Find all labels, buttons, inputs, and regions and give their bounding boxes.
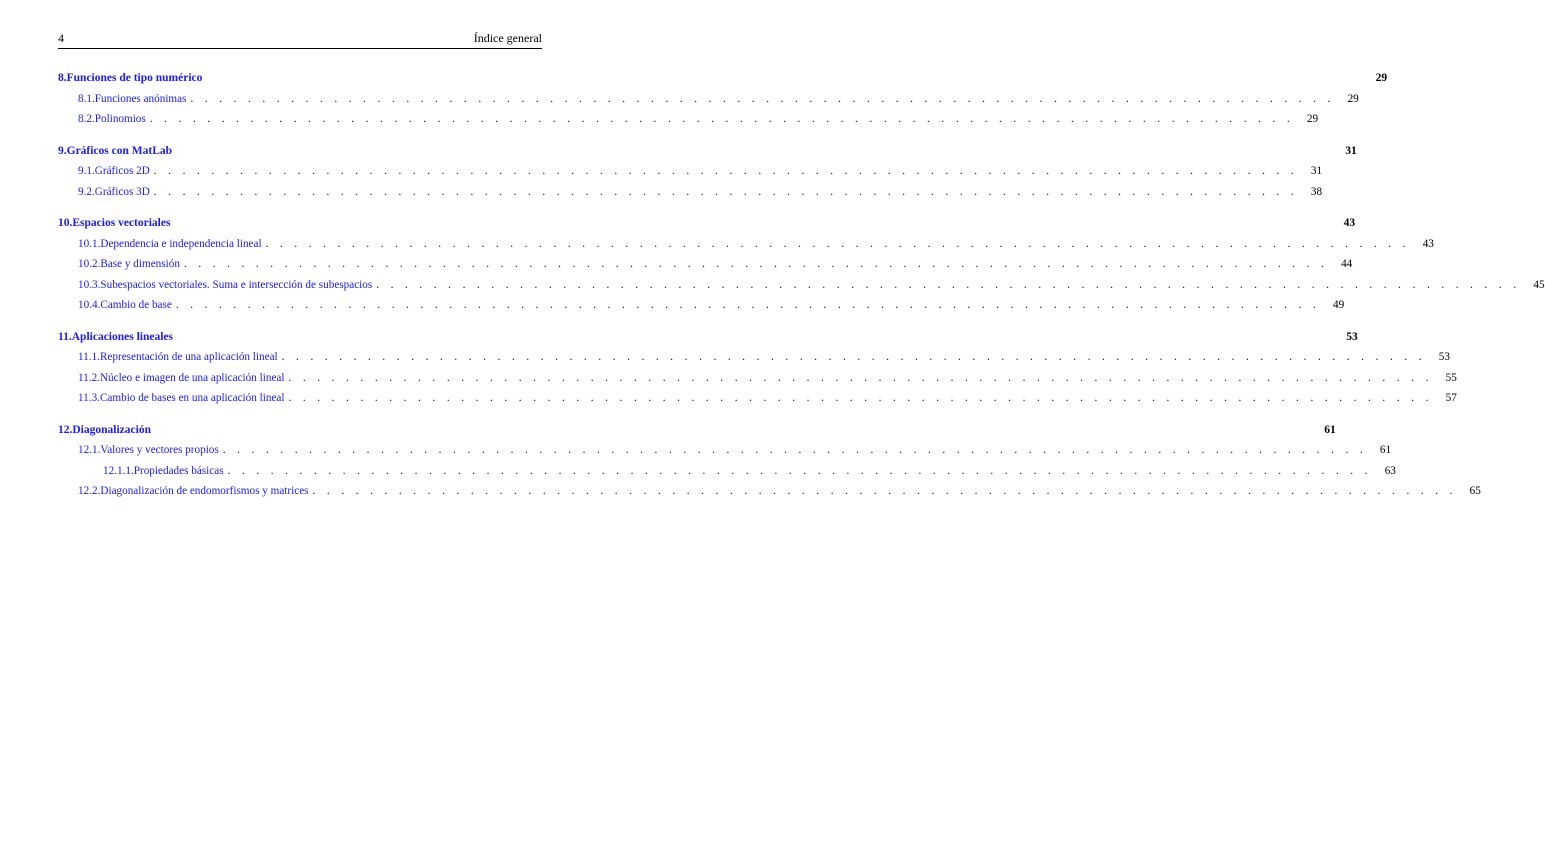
entry-title-link[interactable]: Funciones anónimas: [94, 92, 187, 105]
entry-number[interactable]: 8.1.: [78, 92, 95, 105]
entry-page-number: 31: [1345, 144, 1357, 157]
entry-number[interactable]: 12.2.: [78, 485, 101, 497]
entry-page-number: 53: [1346, 330, 1358, 343]
entry-number[interactable]: 10.3.: [78, 278, 101, 291]
entry-number[interactable]: 9.2.: [78, 185, 95, 198]
header-rule: [58, 48, 542, 49]
entry-number[interactable]: 12.1.: [78, 444, 101, 456]
entry-page-number: 31: [1310, 165, 1323, 177]
entry-page-number: 43: [1422, 237, 1434, 250]
entry-title-link[interactable]: Subespacios vectoriales. Suma e intersección de subespacios: [100, 278, 373, 291]
dot-leader: . . . . . . . . . . . . . . . . . . . . . . . . . . . . . . . . . . . . . . . . . . . . . . . . . . . . . . . . . . . . . . . . . . . . . . . . . . . . . . . .: [153, 165, 1299, 177]
entry-title-link[interactable]: Representación de una aplicación lineal: [99, 351, 278, 363]
dot-leader: . . . . . . . . . . . . . . . . . . . . . . . . . . . . . . . . . . . . . . . . . . . . . . . . . . . . . . . . . . . . . . . . . . . . . . . . . . . . . . . .: [227, 464, 1372, 477]
entry-page-number: 29: [1375, 72, 1388, 84]
entry-title-link[interactable]: Valores y vectores propios: [100, 444, 219, 456]
section-entry[interactable]: [58, 275, 1545, 296]
entry-number[interactable]: 11.3.: [78, 392, 100, 404]
entry-number[interactable]: 10.4.: [78, 299, 101, 311]
section-entry[interactable]: [58, 368, 1457, 389]
section-entry[interactable]: [58, 254, 1353, 275]
entry-title-link[interactable]: Propiedades básicas: [133, 464, 224, 477]
entry-number[interactable]: 12.1.1.: [103, 464, 134, 477]
entry-title-link[interactable]: Dependencia e independencia lineal: [100, 237, 262, 250]
toc-chapter: [58, 68, 1388, 130]
section-entry[interactable]: [58, 109, 1319, 130]
dot-leader: . . . . . . . . . . . . . . . . . . . . . . . . . . . . . . . . . . . . . . . . . . . . . . . . . . . . . . . . . . . . . . . . . . . . . . . . . . . . . . . .: [222, 444, 1368, 456]
dot-leader: . . . . . . . . . . . . . . . . . . . . . . . . . . . . . . . . . . . . . . . . . . . . . . . . . . . . . . . . . . . . . . . . . . . . . . . . . . . . . . . .: [312, 485, 1457, 497]
chapter-entry[interactable]: [58, 213, 1356, 234]
entry-page-number: 49: [1332, 299, 1345, 311]
section-entry[interactable]: [58, 234, 1434, 255]
section-entry[interactable]: [58, 440, 1392, 461]
entry-page-number: 45: [1533, 278, 1545, 291]
entry-title-link[interactable]: Gráficos 3D: [94, 185, 150, 198]
subsection-entry[interactable]: [58, 461, 1396, 482]
entry-title-link[interactable]: Funciones de tipo numérico: [66, 72, 203, 84]
dot-leader: . . . . . . . . . . . . . . . . . . . . . . . . . . . . . . . . . . . . . . . . . . . . . . . . . . . . . . . . . . . . . . . . . . . . . . . . . . . . . . . .: [190, 92, 1335, 105]
entry-number[interactable]: 10.2.: [78, 258, 101, 270]
entry-number[interactable]: 12.: [58, 423, 73, 436]
entry-title-link[interactable]: Cambio de bases en una aplicación lineal: [99, 392, 285, 404]
entry-title-link[interactable]: Cambio de base: [100, 299, 172, 311]
entry-title-link[interactable]: Base y dimensión: [100, 258, 180, 270]
toc-chapter: [58, 141, 1357, 203]
entry-page-number: 53: [1438, 351, 1450, 363]
dot-leader: . . . . . . . . . . . . . . . . . . . . . . . . . . . . . . . . . . . . . . . . . . . . . . . . . . . . . . . . . . . . . . . . . . . . . . . . . . . . . . . .: [153, 185, 1299, 198]
entry-number[interactable]: 9.1.: [78, 165, 95, 177]
chapter-entry[interactable]: [58, 327, 1358, 348]
dot-leader: . . . . . . . . . . . . . . . . . . . . . . . . . . . . . . . . . . . . . . . . . . . . . . . . . . . . . . . . . . . . . . . . . . . . . . . . . . . . . . . .: [183, 258, 1329, 270]
dot-leader: . . . . . . . . . . . . . . . . . . . . . . . . . . . . . . . . . . . . . . . . . . . . . . . . . . . . . . . . . . . . . . . . . . . . . . . . . . . . . . . .: [281, 351, 1426, 363]
table-of-contents: [58, 68, 1545, 513]
entry-page-number: 38: [1310, 185, 1323, 198]
dot-leader: . . . . . . . . . . . . . . . . . . . . . . . . . . . . . . . . . . . . . . . . . . . . . . . . . . . . . . . . . . . . . . . . . . . . . . . . . . . . . . . .: [175, 299, 1321, 311]
entry-page-number: 44: [1341, 258, 1353, 270]
entry-number[interactable]: 11.: [58, 330, 72, 343]
toc-chapter: [58, 327, 1457, 409]
section-entry[interactable]: [58, 295, 1345, 316]
entry-number[interactable]: 11.1.: [78, 351, 100, 363]
section-entry[interactable]: [58, 89, 1359, 110]
entry-page-number: 63: [1384, 464, 1396, 477]
entry-page-number: 61: [1324, 423, 1336, 436]
page-header: [58, 30, 542, 46]
section-entry[interactable]: [58, 347, 1450, 368]
dot-leader: . . . . . . . . . . . . . . . . . . . . . . . . . . . . . . . . . . . . . . . . . . . . . . . . . . . . . . . . . . . . . . . . . . . . . . . . . . . . . . . .: [265, 237, 1410, 250]
entry-number[interactable]: 9.: [58, 144, 67, 157]
entry-number[interactable]: 10.: [58, 217, 73, 229]
entry-title-link[interactable]: Espacios vectoriales: [72, 217, 171, 229]
section-entry[interactable]: [58, 182, 1323, 203]
entry-title-link[interactable]: Polinomios: [94, 113, 146, 125]
entry-page-number: 55: [1445, 371, 1457, 384]
entry-page-number: 29: [1306, 113, 1319, 125]
section-entry[interactable]: [58, 388, 1457, 409]
entry-number[interactable]: 11.2.: [78, 371, 100, 384]
entry-page-number: 57: [1445, 392, 1457, 404]
entry-number[interactable]: 10.1.: [78, 237, 101, 250]
entry-title-link[interactable]: Diagonalización: [72, 423, 151, 436]
entry-title-link[interactable]: Núcleo e imagen de una aplicación lineal: [99, 371, 285, 384]
section-entry[interactable]: [58, 161, 1323, 182]
entry-title-link[interactable]: Diagonalización de endomorfismos y matrices: [100, 485, 309, 497]
dot-leader: . . . . . . . . . . . . . . . . . . . . . . . . . . . . . . . . . . . . . . . . . . . . . . . . . . . . . . . . . . . . . . . . . . . . . . . . . . . . . . . .: [288, 371, 1433, 384]
document-page: [58, 0, 1545, 848]
toc-chapter: [58, 213, 1545, 316]
chapter-entry[interactable]: [58, 141, 1357, 162]
entry-page-number: 61: [1379, 444, 1392, 456]
dot-leader: . . . . . . . . . . . . . . . . . . . . . . . . . . . . . . . . . . . . . . . . . . . . . . . . . . . . . . . . . . . . . . . . . . . . . . . . . . . . . . . .: [149, 113, 1295, 125]
entry-title-link[interactable]: Aplicaciones lineales: [71, 330, 174, 343]
entry-page-number: 43: [1343, 217, 1356, 229]
entry-number[interactable]: 8.2.: [78, 113, 95, 125]
dot-leader: . . . . . . . . . . . . . . . . . . . . . . . . . . . . . . . . . . . . . . . . . . . . . . . . . . . . . . . . . . . . . . . . . . . . . . . . . . . . . . . .: [288, 392, 1433, 404]
entry-number[interactable]: 8.: [58, 72, 67, 84]
entry-page-number: 65: [1469, 485, 1481, 497]
chapter-entry[interactable]: [58, 68, 1388, 89]
toc-chapter: [58, 420, 1481, 502]
entry-page-number: 29: [1347, 92, 1359, 105]
section-entry[interactable]: [58, 481, 1481, 502]
entry-title-link[interactable]: Gráficos con MatLab: [66, 144, 173, 157]
page-number: 4: [58, 31, 64, 45]
entry-title-link[interactable]: Gráficos 2D: [94, 165, 150, 177]
chapter-entry[interactable]: [58, 420, 1336, 441]
dot-leader: . . . . . . . . . . . . . . . . . . . . . . . . . . . . . . . . . . . . . . . . . . . . . . . . . . . . . . . . . . . . . . . . . . . . . . . . . . . . . . . .: [376, 278, 1521, 291]
running-title: Índice general: [473, 31, 542, 45]
